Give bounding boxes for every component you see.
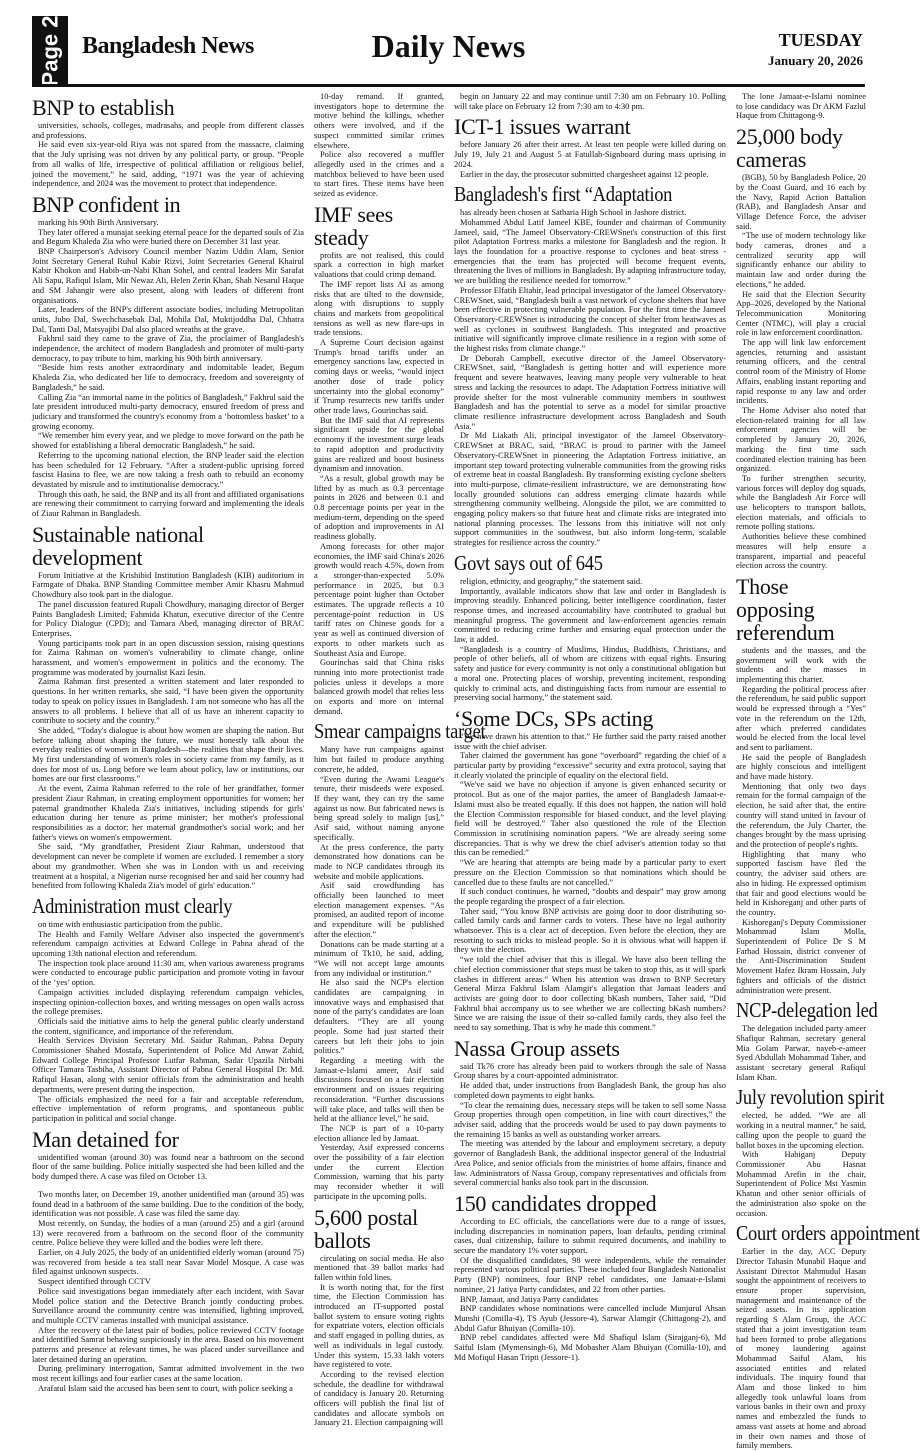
article-paragraph: According to the revised election schedule, the deadline for withdrawal of candidacy is January 20. Returning officers will publish the final list of candidates and allocate symbols on January 21. Election campaigning will (314, 1369, 444, 1428)
date-block (768, 30, 863, 69)
article-paragraph: Officials said the initiative aims to help the general public clearly understand the content, significance, and importance of the referendum. (32, 1016, 304, 1036)
article-paragraph: Through this oath, he said, the BNP and its all front and affiliated organisations are renewing their commitment to carrying forward and implementing the ideals of Ziaur Rahman in Bangladesh. (32, 489, 304, 519)
article-paragraph: The Health and Family Welfare Adviser also inspected the government's referendum campaign activities at Edward College in Pabna ahead of the upcoming 13th national election and referendum. (32, 929, 304, 959)
article-headline: Nassa Group assets (454, 1035, 620, 1061)
article (32, 193, 304, 519)
article (454, 552, 726, 703)
article-paragraph: Yesterday, Asif expressed concerns over the possibility of a fair election under the current Election Commission, warning that his party may reconsider whether it will participate in the upcoming polls. (314, 1143, 444, 1201)
article-paragraph: According to EC officials, the cancellations were due to a range of issues, including discrepancies in nomination papers, loan defaults, pending criminal cases, dual citizenship, failure to submit required documents, and inability to secure the mandatory 1% voter support. (454, 1216, 726, 1256)
article-paragraph: Suspect identified through CCTV (38, 1277, 151, 1287)
article-paragraph: With Habiganj Deputy Commissioner Abu Hasnat Mohammad Arefin in the chair, Superintendent of Police Mst Yasmin Khatun and other senior officials of the administration also spoke on the occasion. (736, 1150, 866, 1218)
section-title: Daily News (371, 28, 526, 64)
article (314, 1206, 444, 1429)
article-paragraph: “Even during the Awami League's tenure, their misdeeds were exposed. If they want, they can try the same against us now. But fabricated news is being spread solely to malign [us],” Asif said, without naming anyone specifically. (314, 774, 444, 842)
article-paragraph: 10-day remand. If granted, investigators hope to determine the motive behind the killings, whether others were involved, and if the suspect committed similar crimes elsewhere. (314, 92, 444, 150)
article-paragraph: A Supreme Court decision against Trump's broad tariffs under an emergency sanctions law, expected in coming days or weeks, “would inject another dose of trade policy uncertainty into the global economy” if Trump resurrects new tariffs under other trade laws, Gourinchas said. (314, 338, 444, 415)
article-paragraph: The inspection took place around 11:30 am, when various awareness programs were conducted to encourage public participation and promote voting in favour of the ‘yes’ option. (32, 958, 304, 988)
article-headline: 5,600 postal ballots (314, 1204, 418, 1253)
article-paragraph: Among forecasts for other major economies, the IMF said China's 2026 growth would reach 4.5%, down from a stronger-than-expected 5.0% performance in 2025, but 0.3 percentage point higher than October estimates. The upgrade reflects a 10 percentage-point reduction in US tariff rates on Chinese goods for a year as well as continued diversion of exports to other markets such as Southeast Asia and Europe. (314, 541, 444, 658)
article-paragraph: before January 26 after their arrest. At least ten people were killed during on July 19, July 21 and August 5 at Fatullah-Signboard during mass uprising in 2024. (454, 140, 726, 169)
article-paragraph: circulating on social media. He also mentioned that 39 ballot marks had fallen within fold lines. (314, 1253, 444, 1282)
article-paragraph: Dr Deborah Campbell, executive director of the Jameel Observatory-CREWSnet, said, “Bangladesh is getting hotter and will experience more frequent and severe heatwaves, leaving many people very vulnerable to heat stress and lacking the resources to adapt. The Adaptation Fortress initiative will provide shelter for the most vulnerable community members in southwest Bangladesh and has the potential to serve as a model for similar proactive climate resilience infrastructure development across Bangladesh and South Asia.” (454, 353, 726, 431)
weekday: TUESDAY (778, 30, 863, 50)
article-paragraph: said Tk76 crore has already been paid to workers through the sale of Nassa Group shares by a court-appointed administrator. (454, 1061, 726, 1081)
article-paragraph: Many have run campaigns against him but failed to produce anything concrete, he added. (314, 745, 444, 774)
article-paragraph: “we told the chief adviser that this is illegal. We have also been telling the chief election commissioner that steps must be taken to stop this, as it will spark clashes in different areas.” When his attention was drawn to BNP Secretary General Mirza Fakhrul Islam Alamgir's allegation that Jamaat leaders and activists are going door to door collecting bKash numbers, Taher said, “Did Fakhrul bhai accompany us to see whether we are collecting bKash numbers? Since we are raising the issue of their so-called family cards, they also feel the need to say something. That is why he made this comment.” (454, 955, 726, 1033)
article-paragraph: “Beside him rests another extraordinary and indomitable leader, Begum Khaleda Zia, who dedicated her life to democracy, freedom and sovereignty of Bangladesh,” he said. (32, 363, 304, 392)
article (454, 707, 726, 1033)
article-headline: BNP confident in (32, 191, 181, 217)
article-paragraph: Young participants took part in an open discussion session, raising questions for Zaima Rahman on women's vulnerability to climate change, online harassment, and women's empowerment in politics and the economy. The programme was moderated by journalist Kazi Iesin. (32, 638, 304, 677)
article (32, 1190, 304, 1394)
article-paragraph: They later offered a munajat seeking eternal peace for the departed souls of Zia and Begum Khaleda Zia who were buried there on December 31 last year. (32, 227, 304, 247)
article-paragraph: universities, schools, colleges, madrasahs, and people from different classes and professions. (32, 121, 304, 140)
article (314, 203, 444, 717)
article-paragraph: At the event, Zaima Rahman referred to the role of her grandfather, former president Ziaur Rahman, in creating employment opportunities for women; her paternal grandmother Khaleda Zia's initiatives, including stipends for girls' education during her tenure as prime minister; her mother's professional responsibilities as a doctor; her maternal grandmother's social work; and her father's views on women's empowerment. (32, 784, 304, 842)
article-paragraph: Regarding a meeting with the Jamaat-e-Islami ameer, Asif said discussions focused on a fair election environment and on issues requiring reconsideration. “Further discussions will take place, and talks will then be held at the alliance level,” he said. (314, 1055, 444, 1124)
article-paragraph: He also said the NCP's election candidates are campaigning in innovative ways and emphasised that none of the party's candidates are loan defaulters. “They are all young people. Some had just started their careers but left their jobs to join politics.” (314, 978, 444, 1056)
article (454, 1192, 726, 1363)
article-headline: IMF sees steady (314, 201, 393, 250)
article-paragraph: During preliminary interrogation, Samrat admitted involvement in the two most recent killings and four earlier cases at the same location. (32, 1364, 304, 1384)
article-paragraph: Donations can be made starting at a minimum of Tk10, he said, adding, “We will not accept large amounts from any individual or institution.” (314, 939, 444, 978)
article (314, 719, 486, 1201)
article (736, 575, 866, 995)
article-paragraph: Earlier in the day, the prosecutor submitted chargesheet against 12 people. (460, 169, 709, 179)
article-paragraph: Referring to the upcoming national election, the BNP leader said the election has been scheduled for 12 February. “After a student-public uprising forced fascist Hasina to flee, we are now taking a fresh oath to rebuild an economy devastated by misrule and to institutionalise democracy.” (32, 450, 304, 489)
article-paragraph: To further strengthen security, various forces will deploy dog squads, while the Bangladesh Air Force will use helicopters to transport ballots, election materials, and officials to remote polling stations. (736, 473, 866, 532)
article-paragraph: BNP, Jamaat, and Jatiya Party candidates (460, 1294, 598, 1304)
article-paragraph: on time with enthusiastic participation from the public. (38, 919, 223, 929)
article (32, 1128, 304, 1182)
article-paragraph: After the recovery of the latest pair of bodies, police reviewed CCTV footage and identified Samrat behaving suspiciously in the area. Based on his movement patterns and presence at relevant times, he was placed under surveillance and later detained during an operation. (32, 1325, 304, 1364)
article-paragraph: BNP rebel candidates affected were Md Shafiqul Islam (Sirajganj-6), Md Saiful Islam (Mymensingh-6), Md Mobasher Alam Bhuiyan (Comilla-10), and Md Mofiqul Hasan Tripti (Jessore-1). (454, 1333, 726, 1362)
article-paragraph: He said even six-year-old Riya was not spared from the massacre, claiming that the July uprising was not driven by any political party, or group. “People from all walks of life, irrespective of political affiliation or religious belief, joined the movement,” he said, adding, “1971 was the year of achieving independence, and 2024 was the movement to protect that independence. (32, 140, 304, 189)
article-paragraph: He said that the Election Security App–2026, developed by the National Telecommunication Monitoring Center (NTMC), will play a crucial role in law enforcement coordination. (736, 289, 866, 338)
article-headline: 25,000 body cameras (736, 124, 843, 173)
article-headline: BNP to establish (32, 95, 175, 120)
article-paragraph: Fakhrul said they came to the grave of Zia, the proclaimer of Bangladesh's independence, the architect of modern Bangladesh and promoter of multi-party democracy, to pay tribute to him, marking his 90th birth anniversary. (32, 334, 304, 363)
article-paragraph: But the IMF said that AI represents significant upside for the global economy if the investment surge leads to rapid adoption and productivity gains are realized and boost business dynamism and innovation. (314, 415, 444, 474)
article-paragraph: marking his 90th Birth Anniversary. (38, 217, 159, 227)
article-paragraph: has already been chosen at Satbaria High School in Jashore district. (460, 208, 687, 218)
article (454, 115, 726, 179)
article (32, 895, 304, 1124)
article-paragraph: Dr Md Liakath Ali, principal investigator of the Jameel Observatory-CREWSnet at BRAC, said, “BRAC is proud to partner with the Jameel Observatory-CREWSnet in pioneering the Adaptation Fortress initiative, an important step toward protecting vulnerable communities from the growing risks of extreme heat in coastal Bangladesh. By transforming existing cyclone shelters into multi-purpose, climate-resilient infrastructure, we are demonstrating how locally grounded solutions can address emerging climate hazards while strengthening community wellbeing. Alongside the pilot, we are committed to engaging policy makers so that future heat and climate risks are integrated into national planning processes. The lessons from this initiative will not only support communities in the southwest, but also inform long-term, scalable strategies for resilience across the country.” (454, 431, 726, 548)
article-paragraph: He added that, under instructions from Bangladesh Bank, the group has also completed down payments to eight banks. (454, 1081, 726, 1100)
article-paragraph: “Bangladesh is a country of Muslims, Hindus, Buddhists, Christians, and people of other beliefs, all of whom are citizens with equal rights. Ensuring safety and justice for every community is not only a constitutional obligation but a moral one. Protecting places of worship, preventing incitement, responding quickly to criminal acts, and distinguishing facts from rumour are essential to preserving social harmony,” the statement said. (454, 644, 726, 703)
article (454, 92, 726, 111)
article-paragraph: Asif said crowdfunding has officially been launched to meet election management expenses. “As promised, an audited report of income and expenditure will be published after the election.” (314, 881, 444, 939)
article-paragraph: The app will link law enforcement agencies, returning and assistant returning officers, and the central control room of the Ministry of Home Affairs, enabling instant reporting and rapid response to any law and order incidents. (736, 338, 866, 406)
article-paragraph: Highlighting that many who supported fascism have fled the country, the adviser said others are also in hiding. He expressed optimism that fair and good elections would be held in Kishoreganj and other parts of the country. (736, 849, 866, 917)
article-paragraph: At the press conference, the party demonstrated how donations can be made to NCP candidates through its website and mobile applications. (314, 842, 444, 881)
article (454, 183, 726, 548)
article-headline: Sustainable national development (32, 521, 204, 570)
article (736, 92, 866, 121)
article-paragraph: Most recently, on Sunday, the bodies of a man (around 25) and a girl (around 13) were recovered from a bathroom on the second floor of the community centre. Police believe they were killed and the bodies were left there. (32, 1218, 304, 1248)
article-paragraph: Earlier in the day, ACC Deputy Director Tahasin Munabil Haque and Assistant Director Mahmudul Hasan sought the appointment of receivers to ensure proper supervision, management and maintenance of the seized assets. In its application regarding S Alam Group, the ACC stated that a joint investigation team had been formed to probe allegations of money laundering against Mohammad Saiful Alam, his associated entities and related individuals. The inquiry found that Alam and those linked to him allegedly took unlawful loans from various banks in their own and proxy names and embezzled the funds to amass vast assets at home and abroad in their own names and those of family members. (736, 1247, 866, 1451)
article-paragraph: Taher said, “You know BNP activists are going door to door distributing so-called family cards and farmer cards to voters. These have no legal authority whatsoever. This is a clear act of deception. Even before the election, they are resorting to such tricks to mislead people. So it is obvious what will happen if they win the election. (454, 906, 726, 955)
column-4 (736, 92, 920, 1451)
article (32, 96, 304, 189)
column-2 (314, 92, 486, 1428)
article-paragraph: He said the people of Bangladesh are highly conscious and intelligent and have made history. (736, 752, 866, 782)
article-paragraph: elected, he added. “We are all working in a neutral manner,” he said, calling upon the people to guard the ballot boxes in the upcoming election. (736, 1111, 866, 1150)
article-headline: Govt says out of 645 (454, 550, 603, 575)
article-paragraph: The lone Jamaat-e-Islami nominee to lose candidacy was Dr AKM Fazlul Haque from Chittagong-9. (736, 92, 866, 121)
article-paragraph: Forum Initiative at the Krishibid Institution Bangladesh (KIB) auditorium in Farmgate of Dhaka. BNP Standing Committee member Amir Khasru Mahmud Chowdhury also took part in the dialogue. (32, 570, 304, 600)
article-paragraph: “As a result, global growth may be lifted by as much as 0.3 percentage points in 2026 and between 0.1 and 0.8 percentage points per year in the medium-term, depending on the speed of adoption and improvements in AI readiness globally. (314, 473, 444, 542)
article-paragraph: (BGB), 50 by Bangladesh Police, 20 by the Coast Guard, and 16 each by the Navy, Rapid Action Battalion (RAB), and Bangladesh Ansar and Village Defence Force, the adviser said. (736, 173, 866, 231)
article-paragraph: students and the masses, and the government will work with the students and the masses in implementing this charter. (736, 645, 866, 685)
article (454, 1037, 726, 1188)
article-paragraph: Importantly, available indicators show that law and order in Bangladesh is improving steadily. Enhanced policing, better intelligence coordination, faster response times, and increased accountability have contributed to gradual but meaningful progress. The government and law-enforcement agencies remain committed to reducing crime further and ensuring equal protection under the law, it added. (454, 586, 726, 645)
article-paragraph: Later, leaders of the BNP's different associate bodies, including Metropolitan units, Jubo Dal, Swechchasebak Dal, Mohila Dal, Muktijoddha Dal, Chhatra Dal, Tanti Dal, Matsyajibi Dal also placed wreaths at the grave. (32, 305, 304, 334)
article-paragraph: Mentioning that only two days remain for the formal campaign of the election, he said after that, the entire country will stand united in favour of the referendum, the July Charter, the changes brought by the mass uprising and the protection of people's rights. (736, 781, 866, 849)
article-paragraph: The meeting was attended by the labour and employment secretary, a deputy governor of Bangladesh Bank, the additional inspector general of the Industrial Area Police, and senior officials from the ministries of home affairs, finance and law. Administrators of Nassa Group, company representatives and officials from several commercial banks also took part in the discussion. (454, 1139, 726, 1188)
article-paragraph: “We've said we have no objection if anyone is given enhanced security or protocol. But as one of the major parties, the ameer of Bangladesh Jamaat-e-Islami must also be treated equally. If this does not happen, the nation will hold the Election Commission responsible for biased conduct, and the level playing field will be destroyed.” Taher also questioned the role of the Election Commission in scrutinising nomination papers. “We are already seeing some discrepancies. That is why we drew the chief adviser's attention today so that this can be remedied.” (454, 780, 726, 858)
page-number-label: Page 2 (37, 15, 62, 87)
article-paragraph: Taher claimed the government has gone “overboard” regarding the chief of a particular party by providing “excessive” security and extra protocol, saying that it clearly violated the principle of equality on the electoral field. (454, 751, 726, 780)
publication-name: Bangladesh News (82, 33, 254, 59)
article-headline: 150 candidates dropped (454, 1190, 657, 1216)
article-paragraph: The delegation included party ameer Shafiqur Rahman, secretary general Mia Golam Parwar, nayeb-e-ameer Syed Abdullah Mohammad Taher, and assistant secretary general Rafiqul Islam Khan. (736, 1024, 866, 1082)
column-3 (454, 92, 726, 1362)
article-paragraph: Police said investigations began immediately after each incident, with Savar Model police station and the Detective Branch jointly conducting probes. Surveillance around the community centre was intensified, lighting improved, and multiple CCTV cameras installed with municipal assistance. (32, 1286, 304, 1325)
article (736, 125, 866, 571)
article-paragraph: Kishoreganj's Deputy Commissioner Mohammad Islam Molla, Superintendent of Police Dr S M Farhad Hossain, district convener of the Anti-Discrimination Student Movement Hafez Ikram Hossain, July fighters and officials of the district administration were present. (736, 917, 866, 995)
article-headline: Bangladesh's first “Adaptation (454, 182, 673, 207)
article-paragraph: Professor Elfatih Eltahir, lead principal investigator of the Jameel Observatory-CREWSnet, said, “Bangladesh built a vast network of cyclone shelters that have been effective in protecting vulnerable population. For the first time the Jameel Observatory-CREWSnet is introducing the concept of shelter from heatwaves as well as cyclones in southwest Bangladesh. This integrated and proactive initiative will significantly improve climate resilience in a region with some of the highest risks from climate change.” (454, 285, 726, 354)
article-paragraph: Arafatul Islam said the accused has been sent to court, with police seeking a (38, 1383, 293, 1393)
article-paragraph: “The use of modern technology like body cameras, drones and a centralized security app will significantly enhance our ability to maintain law and order during the elections,” he added. (736, 231, 866, 289)
article-paragraph: The Home Adviser also noted that election-related training for all law enforcement agencies will be completed by January 20, 2026, marking the first time such coordinated election training has been organized. (736, 405, 866, 474)
article-headline: Court orders appointment (736, 1221, 920, 1246)
article-headline: Smear campaigns target (314, 719, 486, 744)
article (32, 523, 304, 891)
article-headline: ‘Some DCs, SPs acting (454, 705, 654, 731)
article-paragraph: If such conduct continues, he warned, “doubts and despair” may grow among the people regarding the prospect of a fair election. (454, 887, 726, 906)
article-paragraph: Regarding the political process after the referendum, he said public support would be expressed through a “Yes” vote in the referendum on the 12th, after which preferred candidates would be elected from the local level and sent to parliament. (736, 684, 866, 752)
article-paragraph: “We have drawn his attention to that.” He further said the party raised another issue with the chief adviser. (454, 731, 726, 751)
article-paragraph: Mohammed Abdul Latif Jameel KBE, founder and chairman of Community Jameel, said, “The Jameel Observatory-CREWSnet's construction of this first pilot Adaptation Fortress marks a milestone for Bangladesh and the region. It lays the foundation for a proactive response to cyclones and heat stress - emergencies that the team has projected will become frequent events, threatening the lives of millions in Bangladesh. By adapting infrastructure today, we are building the resilience needed for tomorrow.” (454, 217, 726, 286)
article-headline: Those opposing referendum (736, 573, 835, 645)
article-headline: Administration must clearly (32, 893, 233, 918)
article (736, 1221, 920, 1451)
article-paragraph: Calling Zia “an immortal name in the politics of Bangladesh,” Fakhrul said the late president introduced multi-party democracy, ensured freedom of press and judiciary and transformed the country's economy from a ‘bottomless basket’ to a growing economy. (32, 392, 304, 431)
article-paragraph: It is worth noting that, for the first time, the Election Commission has introduced an IT-supported postal ballot system to ensure voting rights for expatriate voters, election officials and staff engaged in polling duties, as well as individuals in legal custody. Under this system, 15.33 lakh voters have registered to vote. (314, 1282, 444, 1370)
article-paragraph: “To clear the remaining dues, necessary steps will be taken to sell some Nassa Group properties through open competition, in line with court directives,” the adviser said, adding that the proceeds would be used to pay down payments to the remaining 15 banks as well as outstanding worker arrears. (454, 1100, 726, 1139)
article-paragraph: “We remember him every year, and we pledge to move forward on the path he showed for establishing a liberal democratic Bangladesh,” he said. (32, 431, 304, 451)
article-paragraph: The panel discussion featured Rupali Chowdhury, managing director of Berger Paints Bangladesh Limited; Fahmida Khatun, executive director of the Centre for Policy Dialogue (CPD); and Tamara Abed, managing director of BRAC Enterprises. (32, 599, 304, 638)
article (736, 1085, 885, 1218)
article (314, 92, 444, 199)
article-paragraph: Of the disqualified candidates, 98 were independents, while the remainder represented various political parties. These included four Bangladesh Nationalist Party (BNP) nominees, four BNP rebel candidates, one Jamaat-e-Islami nominee, 21 Jatiya Party candidates, and 22 from other parties. (454, 1255, 726, 1294)
article-paragraph: She added, “Today's dialogue is about how women are shaping the nation. But before talking about shaping the future, we must honestly talk about the everyday realities of women in Bangladesh—the realities that shape their lives. My first understanding of women's roles in society came from my family, as it does for most of us. Long before we learn about policy, law or institutions, our homes are our first classrooms.” (32, 725, 304, 784)
article-headline: NCP-delegation led (736, 998, 878, 1023)
article-headline: Man detained for (32, 1126, 179, 1152)
article-paragraph: Campaign activities included displaying referendum campaign vehicles, inspecting opinion-collection boxes, and writing messages on open walls across the college premises. (32, 987, 304, 1017)
article-paragraph: “We are hearing that attempts are being made by a particular party to exert pressure on the Election Commission so that nominations which should be cancelled due to these faults are not cancelled.” (454, 858, 726, 887)
article-paragraph: Two months later, on December 19, another unidentified man (around 35) was found dead in a bathroom of the same building. Due to the condition of the body, identification was not possible. A case was filed the same day. (32, 1189, 304, 1219)
article (736, 998, 878, 1082)
article-paragraph: BNP candidates whose nominations were cancelled include Munjurul Ahsan Munshi (Comilla-4), TS Ayub (Jessore-4), Sarwar Alamgir (Chittagong-2), and Abdul Gafur Bhuiyan (Comilla-10). (454, 1304, 726, 1333)
masthead (0, 0, 897, 92)
article-paragraph: Zaima Rahman first presented a written statement and later responded to questions. In her written remarks, she said, “I have been given the opportunity today to speak on policy issues in Bangladesh. I am not someone who has all the answers to all problems. I believe that all of us have an inherent capacity to contribute to society and the country.” (32, 677, 304, 726)
article-paragraph: The officials emphasized the need for a fair and acceptable referendum, effective implementation of reform programs, and spontaneous public participation in political and social change. (32, 1094, 304, 1123)
article-paragraph: Authorities believe these combined measures will help ensure a transparent, impartial and peaceful election across the country. (736, 532, 866, 571)
article-paragraph: religion, ethnicity, and geography,” the statement said. (460, 576, 643, 586)
article-headline: ICT-1 issues warrant (454, 114, 631, 140)
publication-date: January 20, 2026 (768, 53, 863, 68)
article-paragraph: Earlier, on 4 July 2025, the body of an unidentified elderly woman (around 75) was recovered from beside a tea stall near Savar Model Mosque. A case was filed against unknown suspects. (32, 1248, 304, 1277)
article-paragraph: The IMF report lists AI as among risks that are tilted to the downside, along with disruptions to supply chains and markets from geopolitical tensions as well as new flare-ups in trade tensions. (314, 279, 444, 338)
article-paragraph: She said, “My grandfather, President Ziaur Rahman, understood that development can never be complete if women are excluded. I remember a story about my grandmother. When she was in London with us and receiving treatment at a hospital, a Nigerian nurse recognised her and said her country had benefited from following Khaleda Zia's model of girls' education.” (32, 842, 304, 891)
article-paragraph: profits are not realised, this could spark a correction in high market valuations that could crimp demand. (314, 250, 444, 280)
article-paragraph: unidentified woman (around 30) was found near a bathroom on the second floor of the same building. Police initially suspected she had been killed and the body dumped there. A case was filed on October 13. (32, 1152, 304, 1182)
article-paragraph: Health Services Division Secretary Md. Saidur Rahman, Pabna Deputy Commissioner Shahed Mostafa, Superintendent of Police Md Anwar Zahid, Edward College Principal Professor Lutfar Rahman, Sadar Upazila Nirbahi Officer Tamara Tasbiha, Assistant Director of Pabna General Hospital Dr. Md. Rafiqul Hasan, along with senior officials from the administration and health departments, were present during the inspection. (32, 1036, 304, 1094)
article-paragraph: BNP Chairperson's Advisory Council member Nazim Uddin Alam, Senior Joint Secretary General Ruhul Kabir Rizvi, Joint Secretaries General Khairul Kabir Khokon and Habib-un-Nabi Khan Sohel, and central leaders Mir Sarafat Ali Sapu, Rafiqul Islam, Mir Newaz Ali, Helen Zerin Khan, Shah Nesarul Haque and SM Jahangir were also present, along with leaders of different front organisations. (32, 247, 304, 305)
masthead-rule (32, 84, 865, 87)
article-paragraph: The NCP is part of a 10-party election alliance led by Jamaat. (314, 1123, 444, 1143)
article-headline: July revolution spirit (736, 1085, 885, 1110)
column-1 (32, 92, 304, 1393)
article-paragraph: begin on January 22 and may continue until 7:30 am on February 10. Polling will take place on February 12 from 7:30 am to 4:30 pm. (454, 92, 726, 111)
article-paragraph: Police also recovered a muffler allegedly used in the crimes and a matchbox believed to have been used to start fires. These items have been seized as evidence. (314, 150, 444, 199)
article-paragraph: Gourinchas said that China risks running into more protectionist trade policies unless it develops a more balanced growth model that relies less on exports and more on internal demand. (314, 658, 444, 716)
